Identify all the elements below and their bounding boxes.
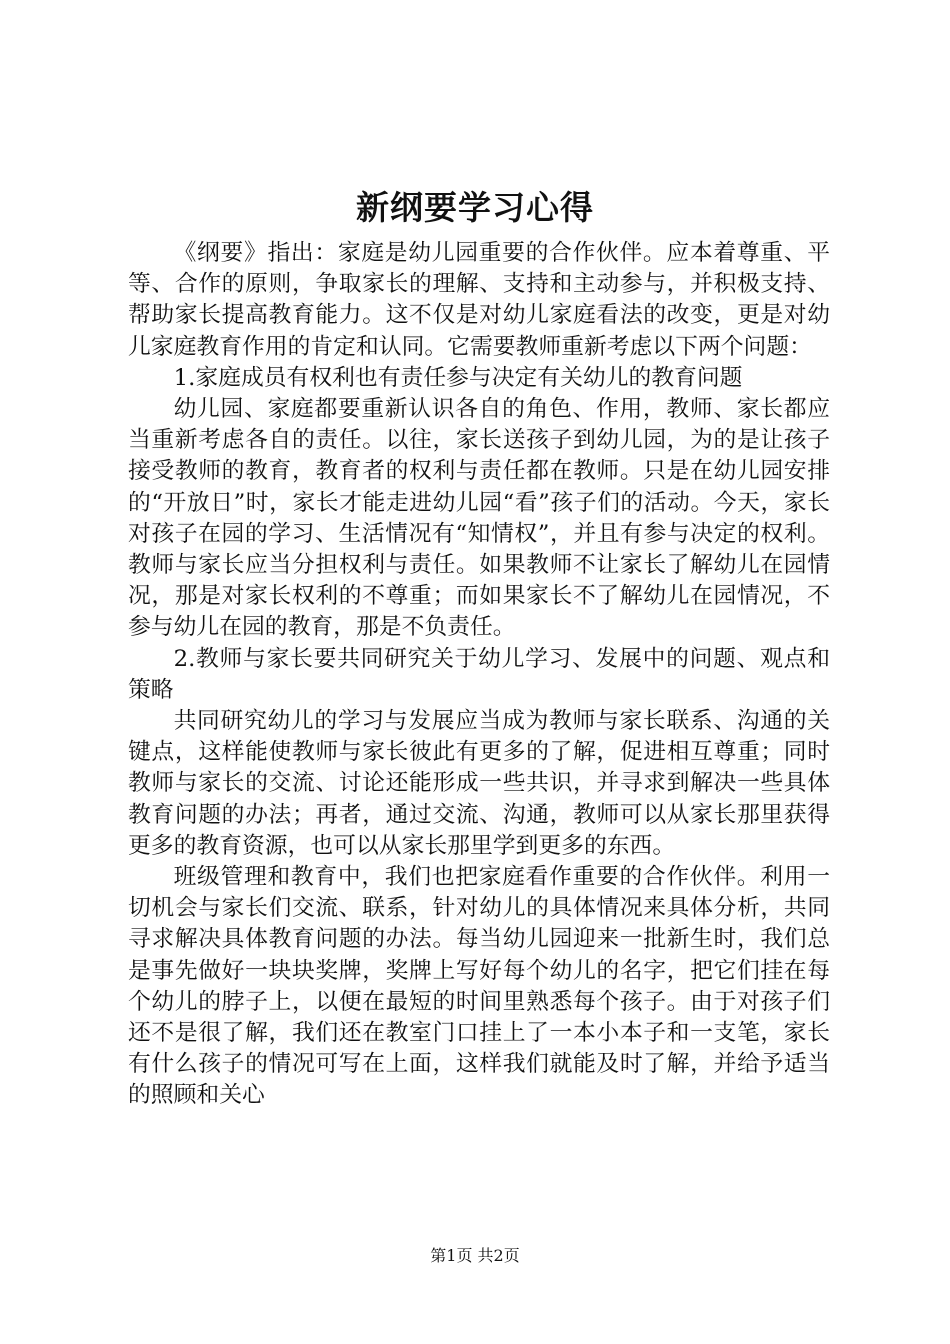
section-heading-1: 1.家庭成员有权利也有责任参与决定有关幼儿的教育问题 xyxy=(173,364,743,391)
section-heading-2: 2.教师与家长要共同研究关于幼儿学习、发展中的问题、观点和策略 xyxy=(128,645,830,703)
paragraph-section-2: 共同研究幼儿的学习与发展应当成为教师与家长联系、沟通的关键点，这样能使教师与家长彼此有更多的了解，促进相互尊重；同时教师与家长的交流、讨论还能形成一些共识，并寻求到解决一些具体教育问题的办法；再者，通过交流、沟通，教师可以从家长那里获得更多的教育资源，也可以从家长那里学到更多的东西。 xyxy=(128,708,830,859)
document-title: 新纲要学习心得 xyxy=(356,188,594,227)
paragraph-intro: 《纲要》指出：家庭是幼儿园重要的合作伙伴。应本着尊重、平等、合作的原则，争取家长的理解、支持和主动参与，并积极支持、帮助家长提高教育能力。这不仅是对幼儿家庭看法的改变，更是对幼儿家庭教育作用的肯定和认同。它需要教师重新考虑以下两个问题： xyxy=(128,240,830,360)
page-footer: 第1页 共2页 xyxy=(430,1246,520,1265)
paragraph-section-1: 幼儿园、家庭都要重新认识各自的角色、作用，教师、家长都应当重新考虑各自的责任。以往，家长送孩子到幼儿园，为的是让孩子接受教师的教育，教育者的权利与责任都在教师。只是在幼儿园安排的“开放日”时，家长才能走进幼儿园“看”孩子们的活动。今天，家长对孩子在园的学习、生活情况有“知情权”，并且有参与决定的权利。教师与家长应当分担权利与责任。如果教师不让家长了解幼儿在园情况，那是对家长权利的不尊重；而如果家长不了解幼儿在园情况，不参与幼儿在园的教育，那是不负责任。 xyxy=(128,396,830,641)
paragraph-class-management: 班级管理和教育中，我们也把家庭看作重要的合作伙伴。利用一切机会与家长们交流、联系，针对幼儿的具体情况来具体分析，共同寻求解决具体教育问题的办法。每当幼儿园迎来一批新生时，我们总是事先做好一块块奖牌，奖牌上写好每个幼儿的名字，把它们挂在每个幼儿的脖子上，以便在最短的时间里熟悉每个孩子。由于对孩子们还不是很了解，我们还在教室门口挂上了一本小本子和一支笔，家长有什么孩子的情况可写在上面，这样我们就能及时了解，并给予适当的照顾和关心 xyxy=(128,864,830,1109)
document-body xyxy=(128,238,830,1112)
